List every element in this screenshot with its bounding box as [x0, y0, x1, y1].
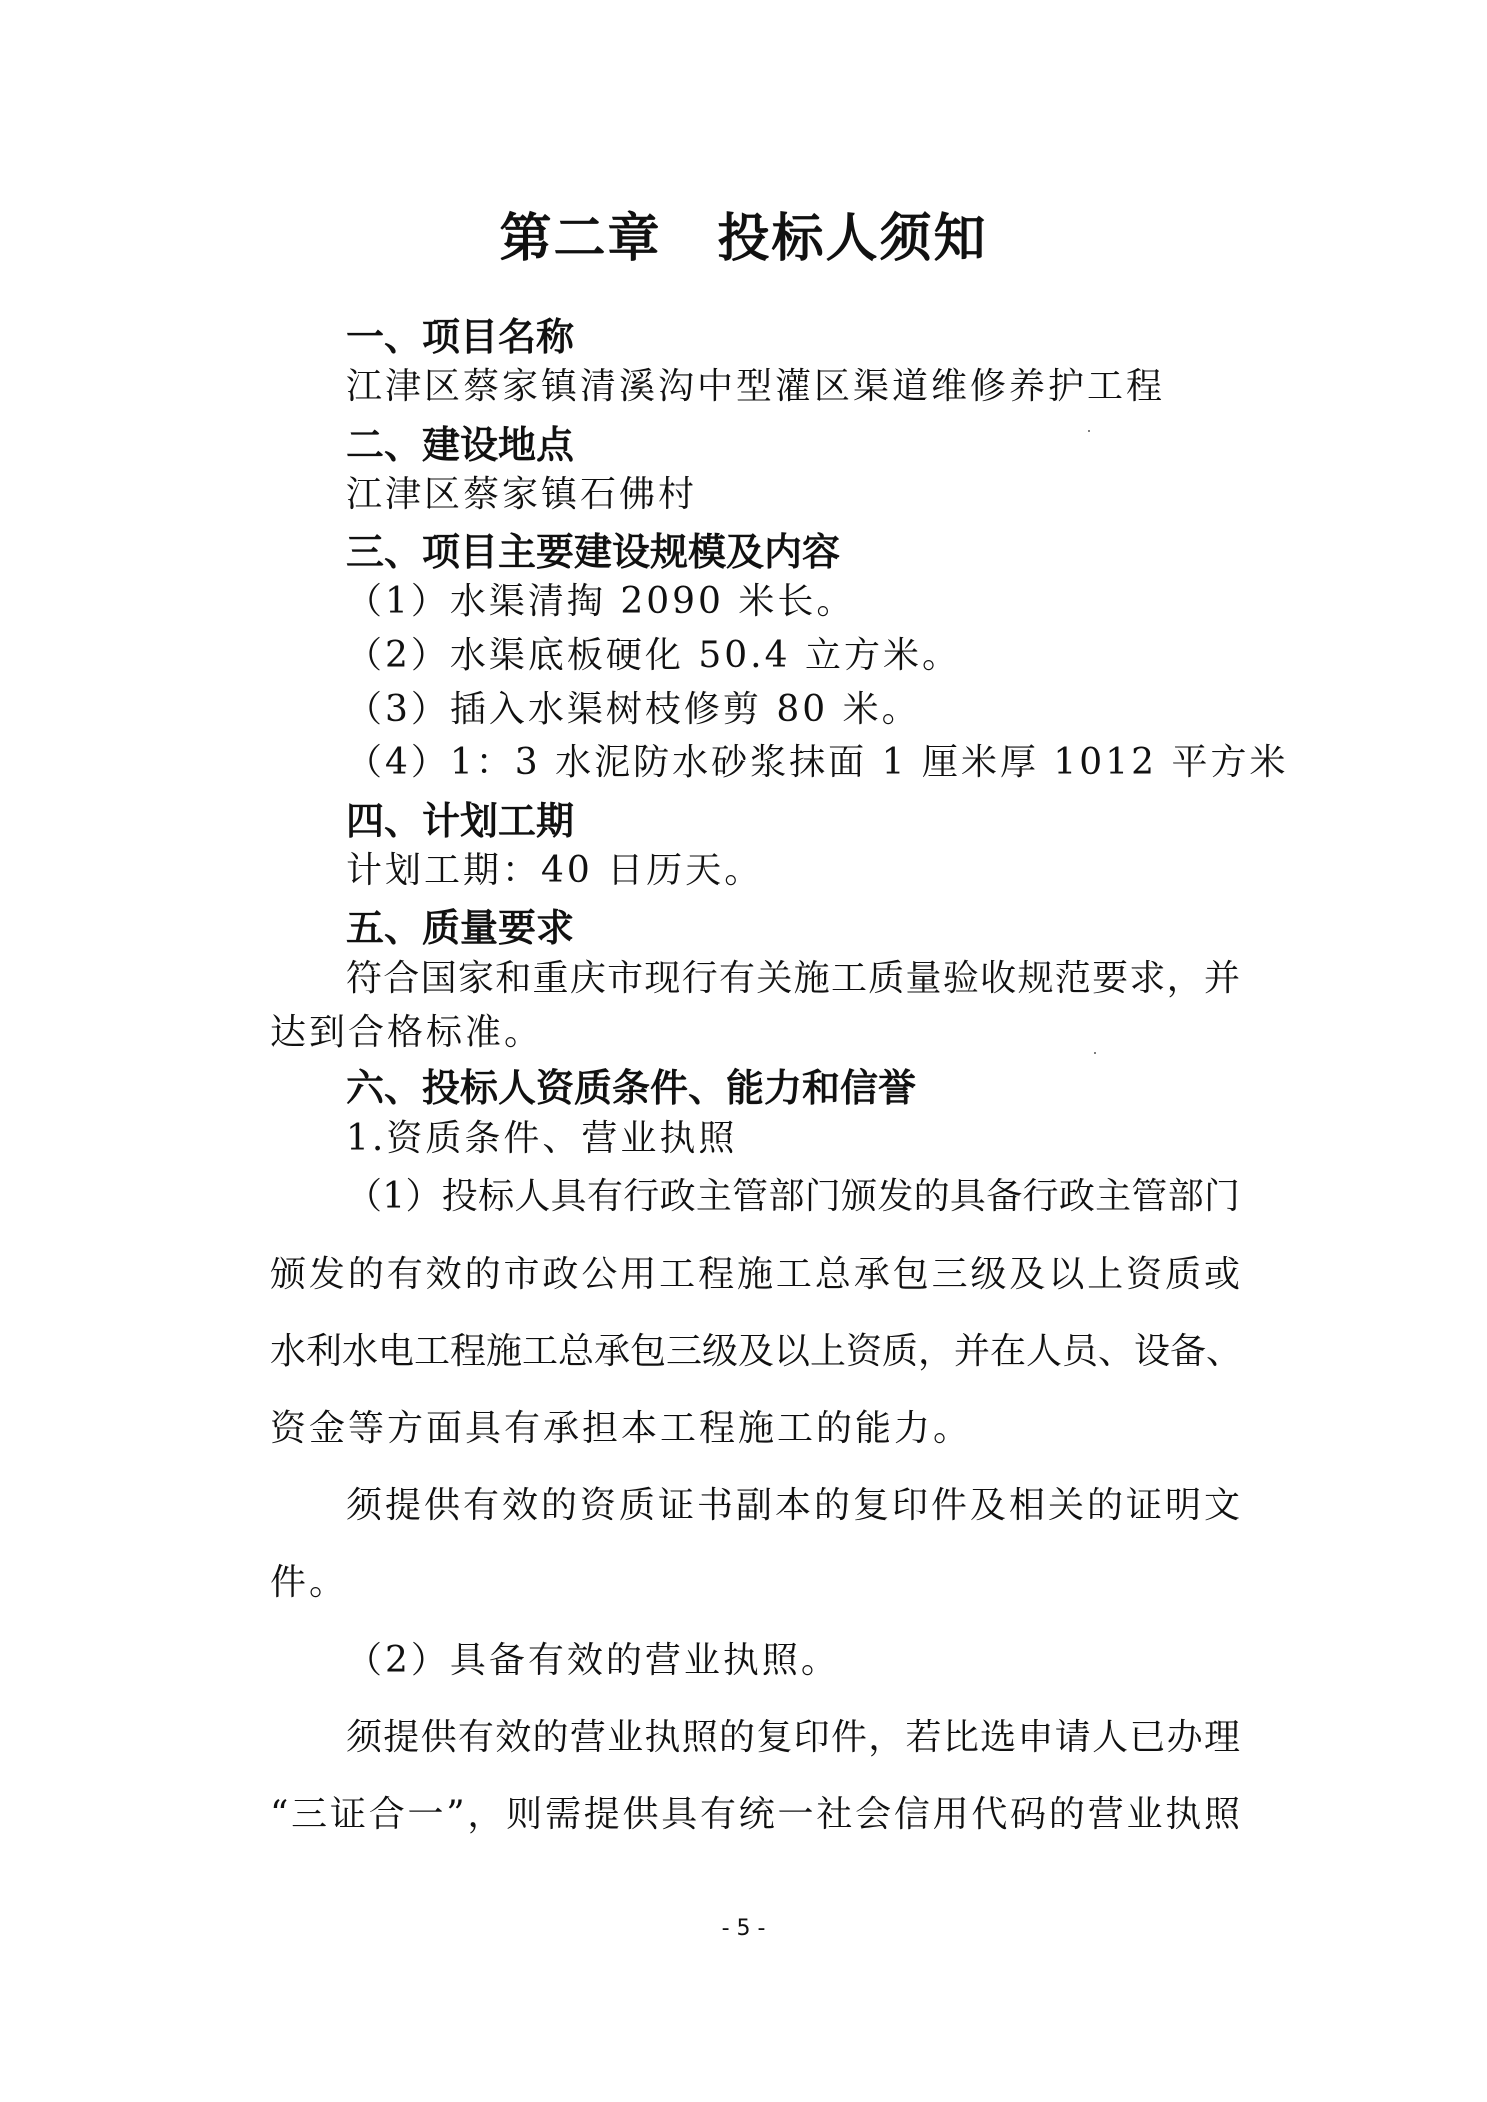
section-heading-schedule: 四、计划工期 — [346, 798, 575, 843]
section-heading-quality: 五、质量要求 — [346, 905, 575, 950]
scope-item-3: （3）插入水渠树枝修剪 80 米。 — [346, 689, 921, 730]
page-title — [0, 196, 1487, 271]
schedule-text: 计划工期：40 日历天。 — [346, 850, 764, 891]
qualification-paragraph-1-line-2: 颁发的有效的市政公用工程施工总承包三级及以上资质或 — [270, 1254, 1240, 1295]
section-heading-location: 二、建设地点 — [346, 422, 575, 467]
qualification-paragraph-4-line-2: “三证合一”，则需提供具有统一社会信用代码的营业执照 — [270, 1794, 1240, 1835]
quality-text-line-2: 达到合格标准。 — [270, 1012, 544, 1053]
scan-speck — [1094, 1052, 1096, 1054]
qualification-paragraph-2-line-1: 须提供有效的资质证书副本的复印件及相关的证明文 — [346, 1485, 1240, 1526]
section-heading-scope: 三、项目主要建设规模及内容 — [346, 529, 841, 574]
qualification-paragraph-2-line-2: 件。 — [270, 1562, 349, 1603]
qualification-paragraph-1-line-4: 资金等方面具有承担本工程施工的能力。 — [270, 1408, 973, 1449]
location-text: 江津区蔡家镇石佛村 — [346, 474, 698, 515]
quality-text-line-1: 符合国家和重庆市现行有关施工质量验收规范要求，并 — [346, 958, 1240, 999]
qualification-paragraph-3: （2）具备有效的营业执照。 — [346, 1640, 840, 1681]
qualification-paragraph-4-line-1: 须提供有效的营业执照的复印件，若比选申请人已办理 — [346, 1717, 1240, 1758]
qualification-paragraph-1-line-1: （1）投标人具有行政主管部门颁发的具备行政主管部门 — [346, 1176, 1240, 1217]
section-heading-project-name: 一、项目名称 — [346, 314, 575, 359]
chapter-number: 第二章 — [499, 208, 662, 269]
scope-item-1: （1）水渠清掏 2090 米长。 — [346, 581, 856, 622]
qualifications-subheading: 1.资质条件、营业执照 — [346, 1118, 738, 1159]
section-heading-qualifications: 六、投标人资质条件、能力和信誉 — [346, 1065, 917, 1110]
chapter-name: 投标人须知 — [717, 208, 988, 269]
project-name-text: 江津区蔡家镇清溪沟中型灌区渠道维修养护工程 — [346, 366, 1166, 407]
qualification-paragraph-1-line-3: 水利水电工程施工总承包三级及以上资质，并在人员、设备、 — [270, 1331, 1243, 1372]
page-number: - 5 - — [721, 1916, 766, 1941]
scope-item-2: （2）水渠底板硬化 50.4 立方米。 — [346, 635, 961, 676]
scope-item-4: （4）1：3 水泥防水砂浆抹面 1 厘米厚 1012 平方米 — [346, 742, 1289, 783]
scan-speck — [1088, 430, 1090, 432]
